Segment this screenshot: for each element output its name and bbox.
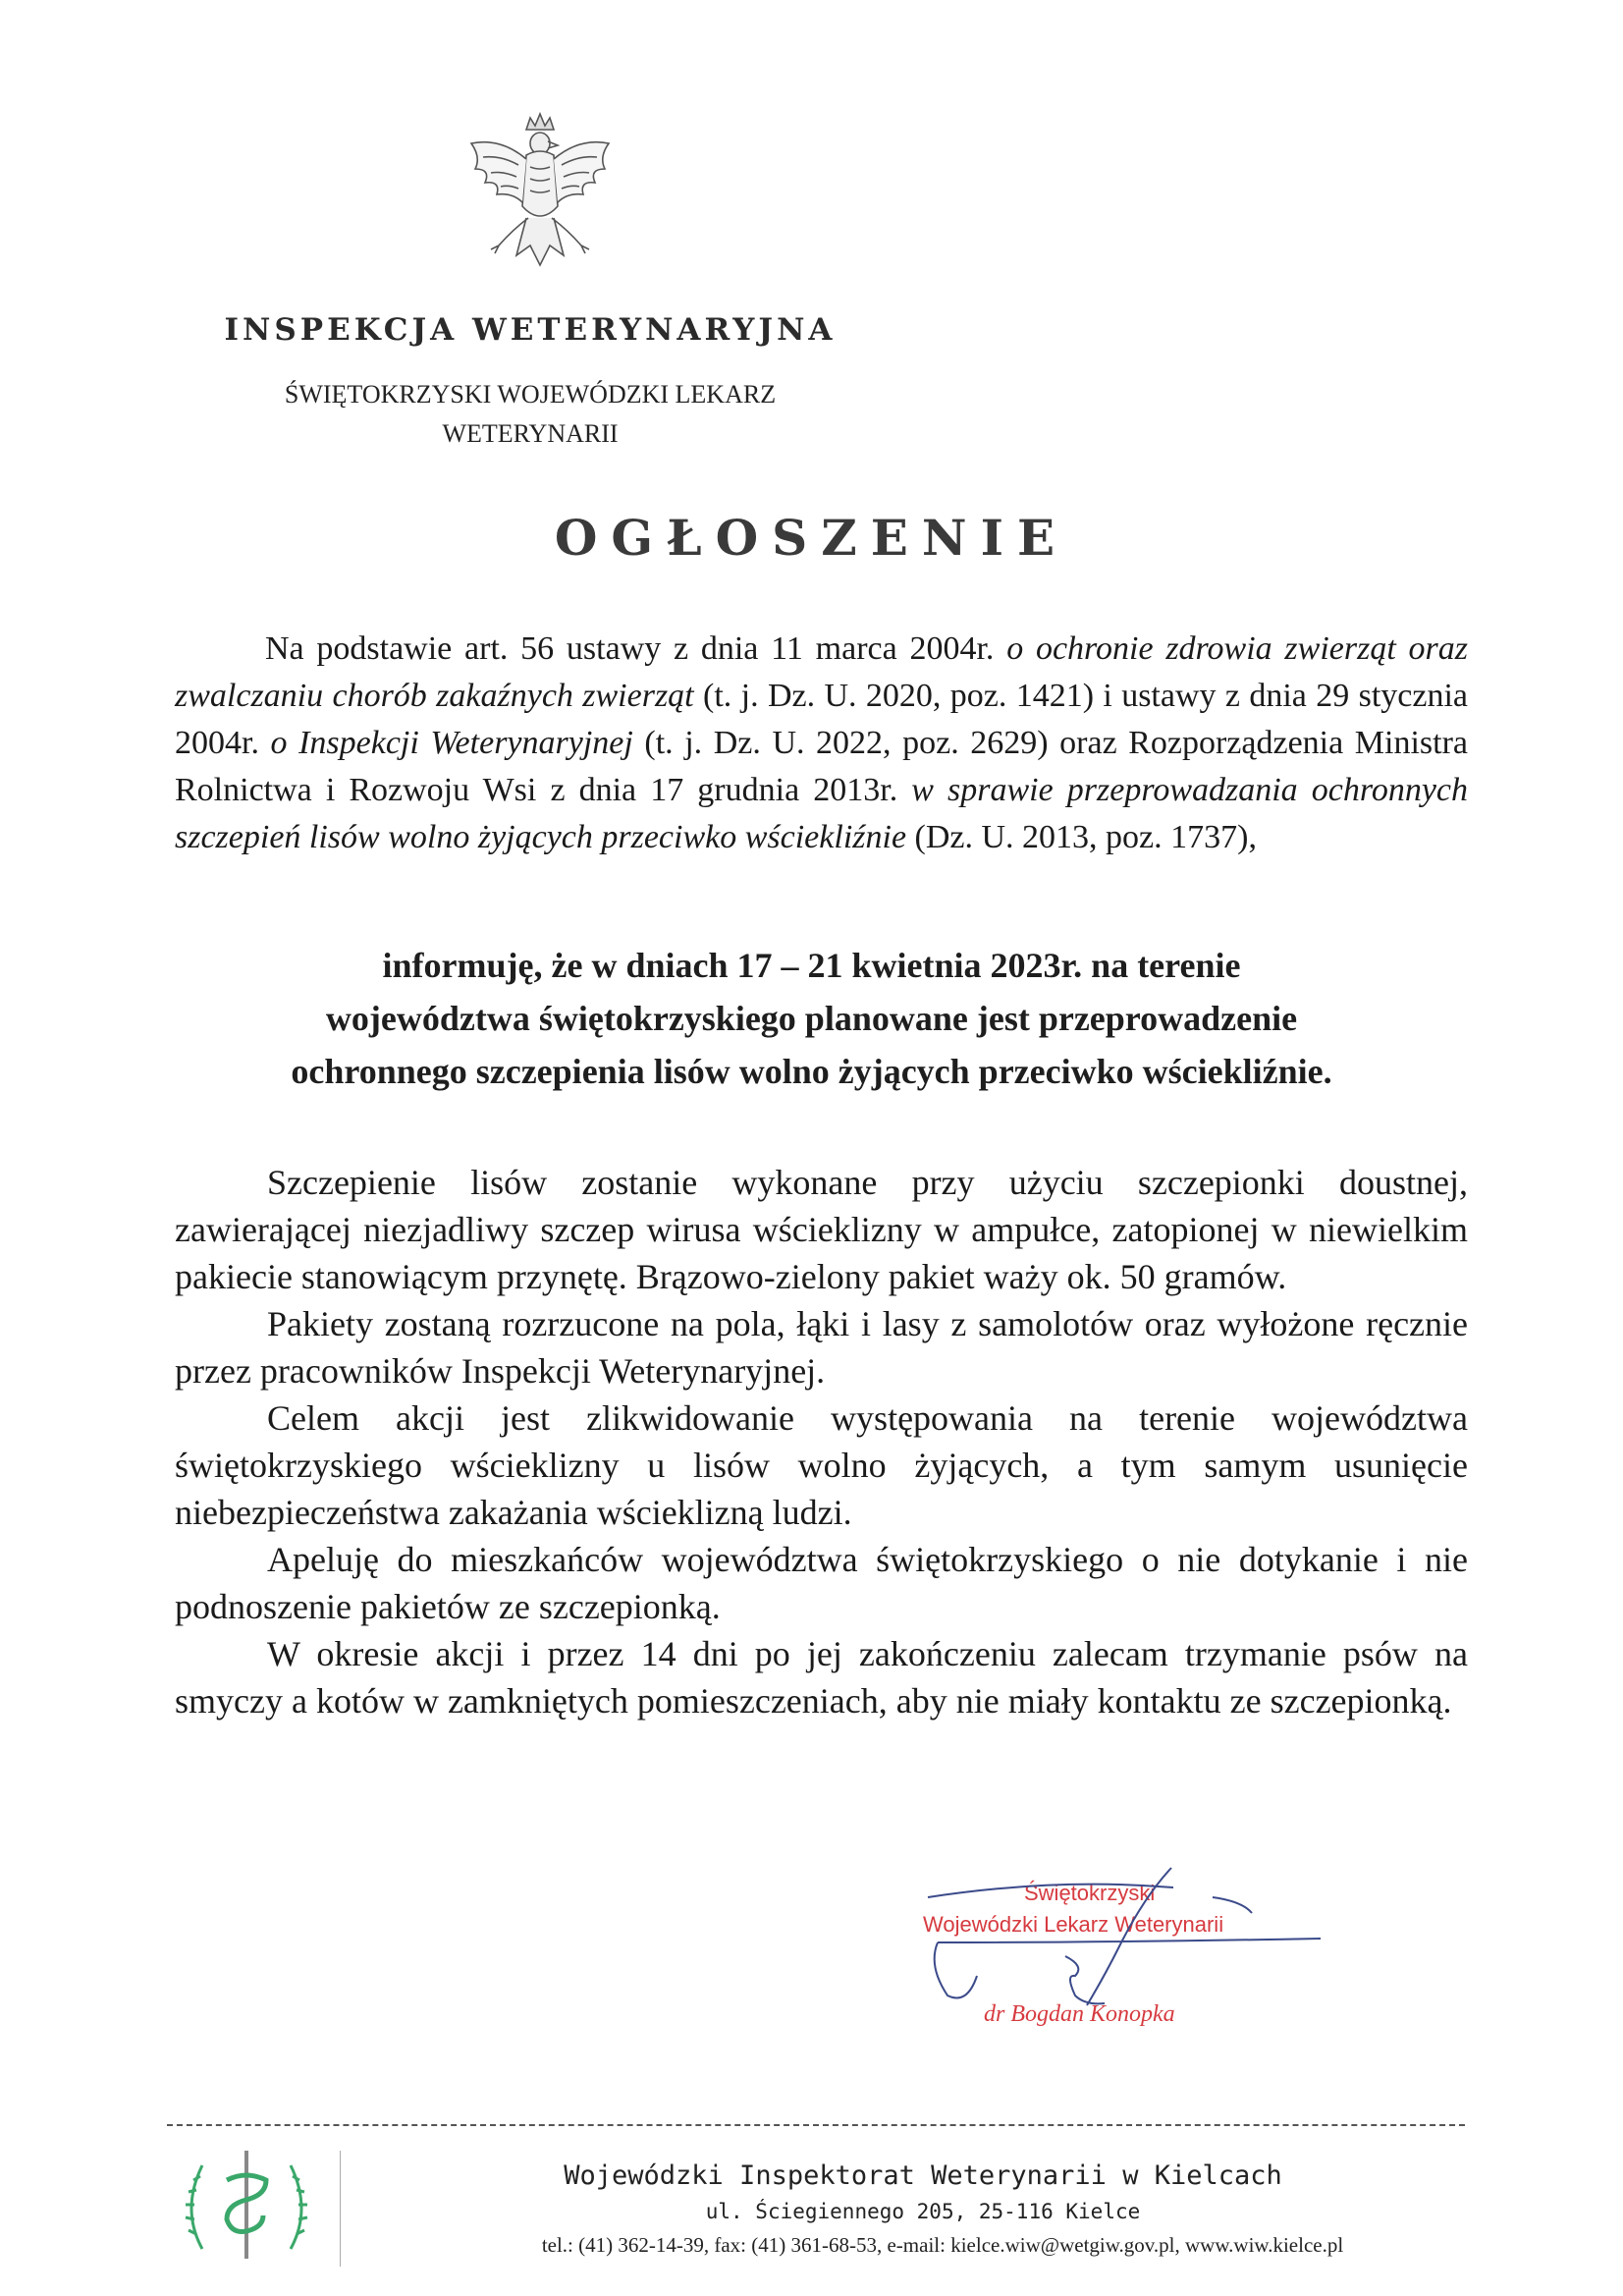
paragraph-appeal: Apeluję do mieszkańców województwa świętokrzyskiego o nie dotykanie i nie podnoszenie pakietów ze szczepionką. <box>175 1540 1468 1626</box>
organization-title: INSPEKCJA WETERYNARYJNA <box>224 312 837 348</box>
intro-law-title-1: o ochronie zdrowia zwierząt oraz zwalczaniu chorób zakaźnych zwierząt <box>175 630 1468 714</box>
paragraph-pets: W okresie akcji i przez 14 dni po jej zakończeniu zalecam trzymanie psów na smyczy a kotów w zamkniętych pomieszczeniach, aby nie miały kontaktu ze szczepionką. <box>175 1634 1468 1721</box>
signatory-name: dr Bogdan Konopka <box>984 2001 1175 2027</box>
intro-text-4: (Dz. U. 2013, poz. 1737), <box>906 819 1257 855</box>
paragraph-vaccine: Szczepienie lisów zostanie wykonane przy użyciu szczepionki doustnej, zawierającej niezjadliwy szczep wirusa wścieklizny w ampułce, zatopionej w niewielkim pakiecie stanowiącym przynętę. Brązowo-zielony pakiet waży ok. 50 gramów. <box>175 1163 1468 1296</box>
document-title: OGŁOSZENIE <box>554 509 1069 567</box>
intro-text-1: Na podstawie art. 56 ustawy z dnia 11 marca 2004r. <box>265 630 1007 667</box>
intro-text-3: (t. j. Dz. U. 2022, poz. 2629) oraz Rozporządzenia Ministra Rolnictwa i Rozwoju Wsi z dnia 17 grudnia 2013r. <box>175 725 1468 808</box>
caduceus-logo-icon <box>173 2141 320 2269</box>
handwritten-signature <box>918 1858 1350 2064</box>
statement-line-1: informuję, że w dniach 17 – 21 kwietnia 2023r. na terenie <box>382 946 1241 985</box>
announcement-statement <box>147 939 1476 1098</box>
footer-address: ul. Ściegiennego 205, 25-116 Kielce <box>705 2200 1141 2223</box>
footer-contact: tel.: (41) 362-14-39, fax: (41) 361-68-53, e-mail: kielce.wiw@wetgiw.gov.pl, www.wiw.kielce.pl <box>541 2233 1344 2257</box>
authority-name <box>147 375 913 454</box>
stamp-line-2: Wojewódzki Lekarz Weterynarii <box>923 1912 1224 1937</box>
authority-line-1: ŚWIĘTOKRZYSKI WOJEWÓDZKI LEKARZ <box>284 380 777 409</box>
paragraph-distribution: Pakiety zostaną rozrzucone na pola, łąki i lasy z samolotów oraz wyłożone ręcznie przez pracowników Inspekcji Weterynaryjnej. <box>175 1304 1468 1391</box>
statement-line-2: województwa świętokrzyskiego planowane jest przeprowadzenie <box>325 999 1298 1038</box>
footer-institution: Wojewódzki Inspektorat Weterynarii w Kielcach <box>564 2160 1282 2191</box>
intro-law-title-2: o Inspekcji Weterynaryjnej <box>270 725 633 761</box>
statement-line-3: ochronnego szczepienia lisów wolno żyjących przeciwko wściekliźnie. <box>291 1052 1332 1091</box>
stamp-line-1: Świętokrzyski <box>1024 1881 1156 1905</box>
paragraph-goal: Celem akcji jest zlikwidowanie występowania na terenie województwa świętokrzyskiego wścieklizny u lisów wolno żyjących, a tym samym usunięcie niebezpieczeństwa zakażania wścieklizną ludzi. <box>175 1398 1468 1532</box>
intro-regulation-title: w sprawie przeprowadzania ochronnych szczepień lisów wolno żyjących przeciwko wściekliźnie <box>175 772 1468 855</box>
intro-text-2: (t. j. Dz. U. 2020, poz. 1421) i ustawy z dnia 29 stycznia 2004r. <box>175 678 1468 761</box>
eagle-emblem-icon <box>461 108 619 290</box>
footer-separator <box>340 2151 341 2267</box>
footer-divider <box>167 2124 1465 2126</box>
body-text <box>175 1159 1468 1724</box>
intro-paragraph <box>175 626 1468 861</box>
authority-line-2: WETERYNARII <box>442 419 619 448</box>
